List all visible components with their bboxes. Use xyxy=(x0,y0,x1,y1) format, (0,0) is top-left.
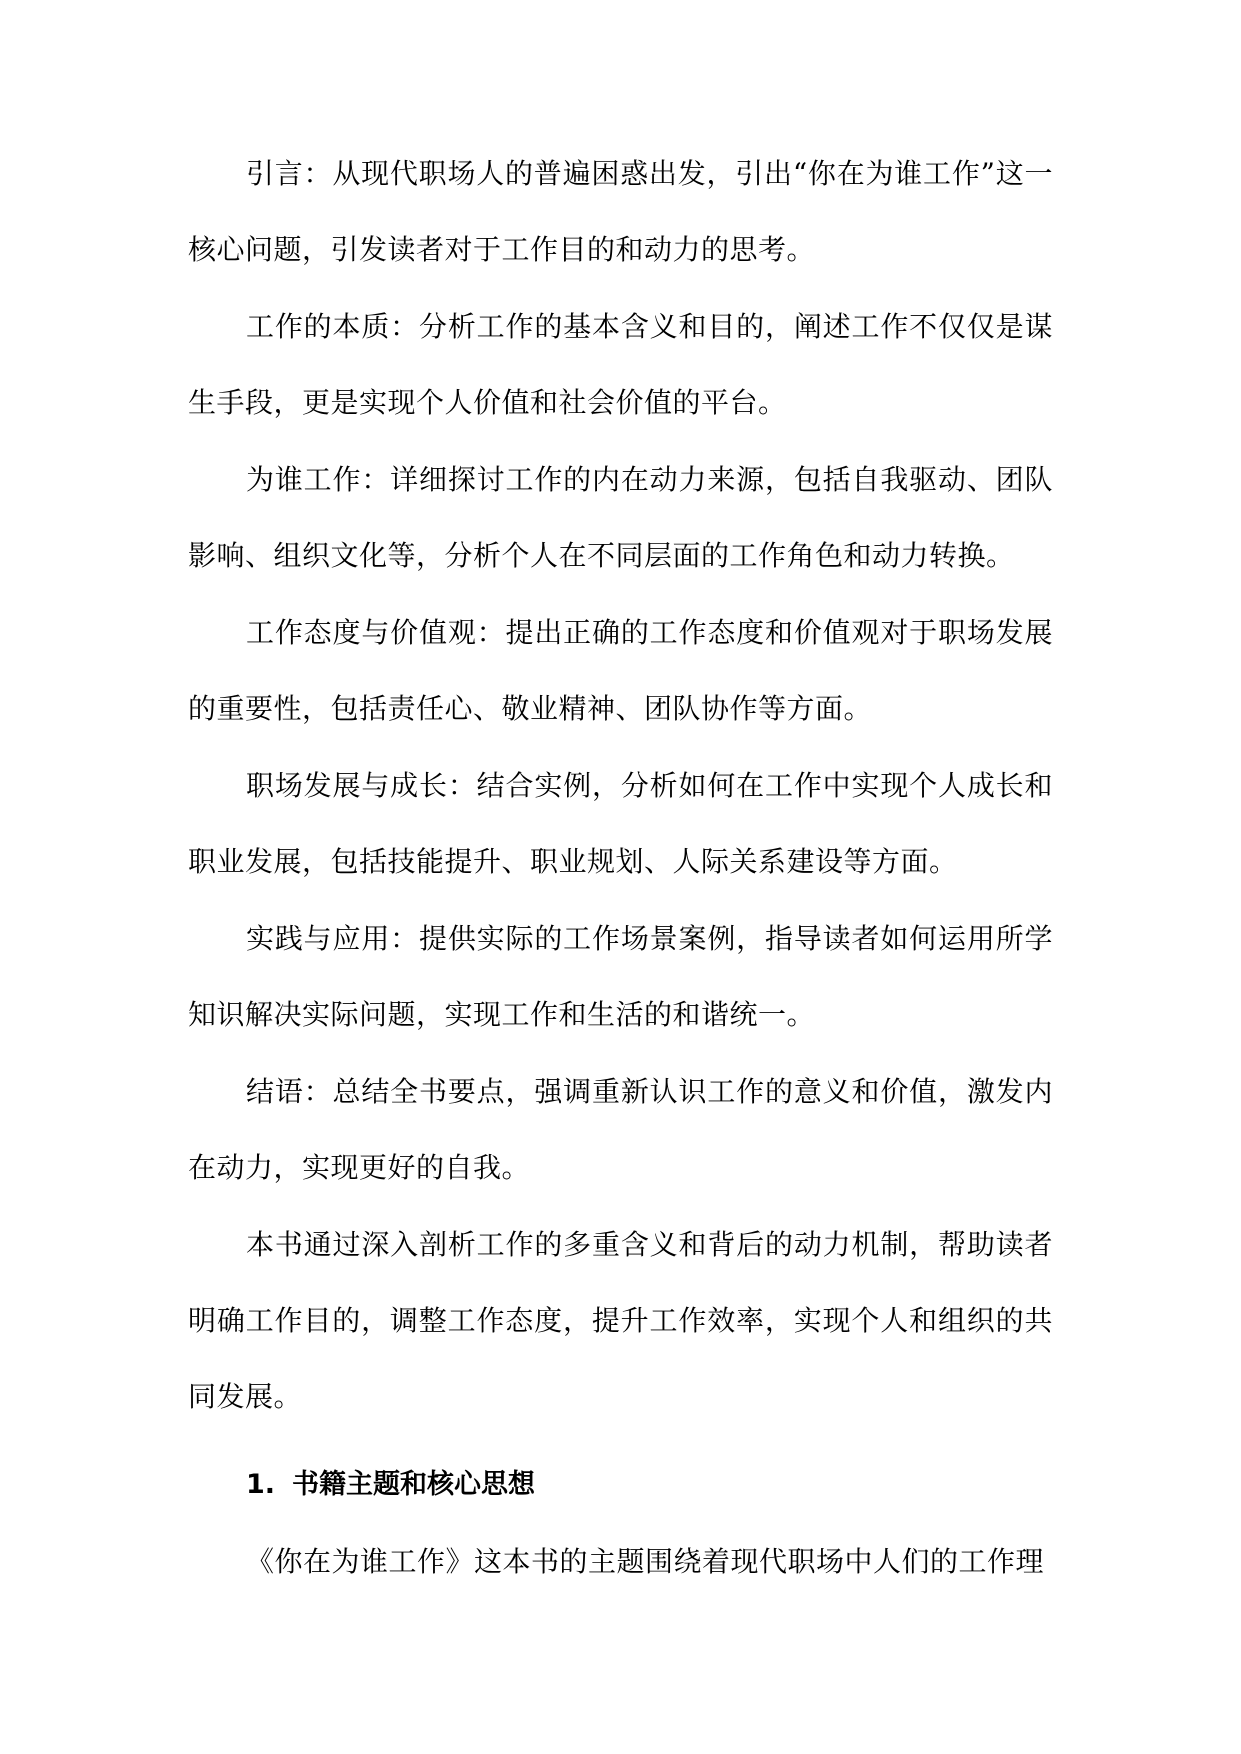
paragraph-nature-of-work: 工作的本质：分析工作的基本含义和目的，阐述工作不仅仅是谋生手段，更是实现个人价值和社会价值的平台。 xyxy=(188,310,1053,419)
paragraph-career-growth: 职场发展与成长：结合实例，分析如何在工作中实现个人成长和职业发展，包括技能提升、职业规划、人际关系建设等方面。 xyxy=(188,769,1053,878)
section-number: 1. xyxy=(246,1469,276,1500)
paragraph-conclusion: 结语：总结全书要点，强调重新认识工作的意义和价值，激发内在动力，实现更好的自我。 xyxy=(188,1075,1053,1184)
document-page xyxy=(188,0,1053,1754)
paragraph-introduction: 引言：从现代职场人的普遍困惑出发，引出“你在为谁工作”这一核心问题，引发读者对于工作目的和动力的思考。 xyxy=(188,157,1053,266)
section-paragraph: 《你在为谁工作》这本书的主题围绕着现代职场中人们的工作理 xyxy=(246,1545,1045,1578)
section-title: 书籍主题和核心思想 xyxy=(292,1469,535,1500)
paragraph-practice: 实践与应用：提供实际的工作场景案例，指导读者如何运用所学知识解决实际问题，实现工作和生活的和谐统一。 xyxy=(188,922,1053,1031)
paragraph-who-we-work-for: 为谁工作：详细探讨工作的内在动力来源，包括自我驱动、团队影响、组织文化等，分析个人在不同层面的工作角色和动力转换。 xyxy=(188,463,1053,572)
paragraph-attitude-and-values: 工作态度与价值观：提出正确的工作态度和价值观对于职场发展的重要性，包括责任心、敬业精神、团队协作等方面。 xyxy=(188,616,1053,725)
section-heading xyxy=(246,1465,535,1505)
paragraph-summary: 本书通过深入剖析工作的多重含义和背后的动力机制，帮助读者明确工作目的，调整工作态度，提升工作效率，实现个人和组织的共同发展。 xyxy=(188,1228,1053,1413)
